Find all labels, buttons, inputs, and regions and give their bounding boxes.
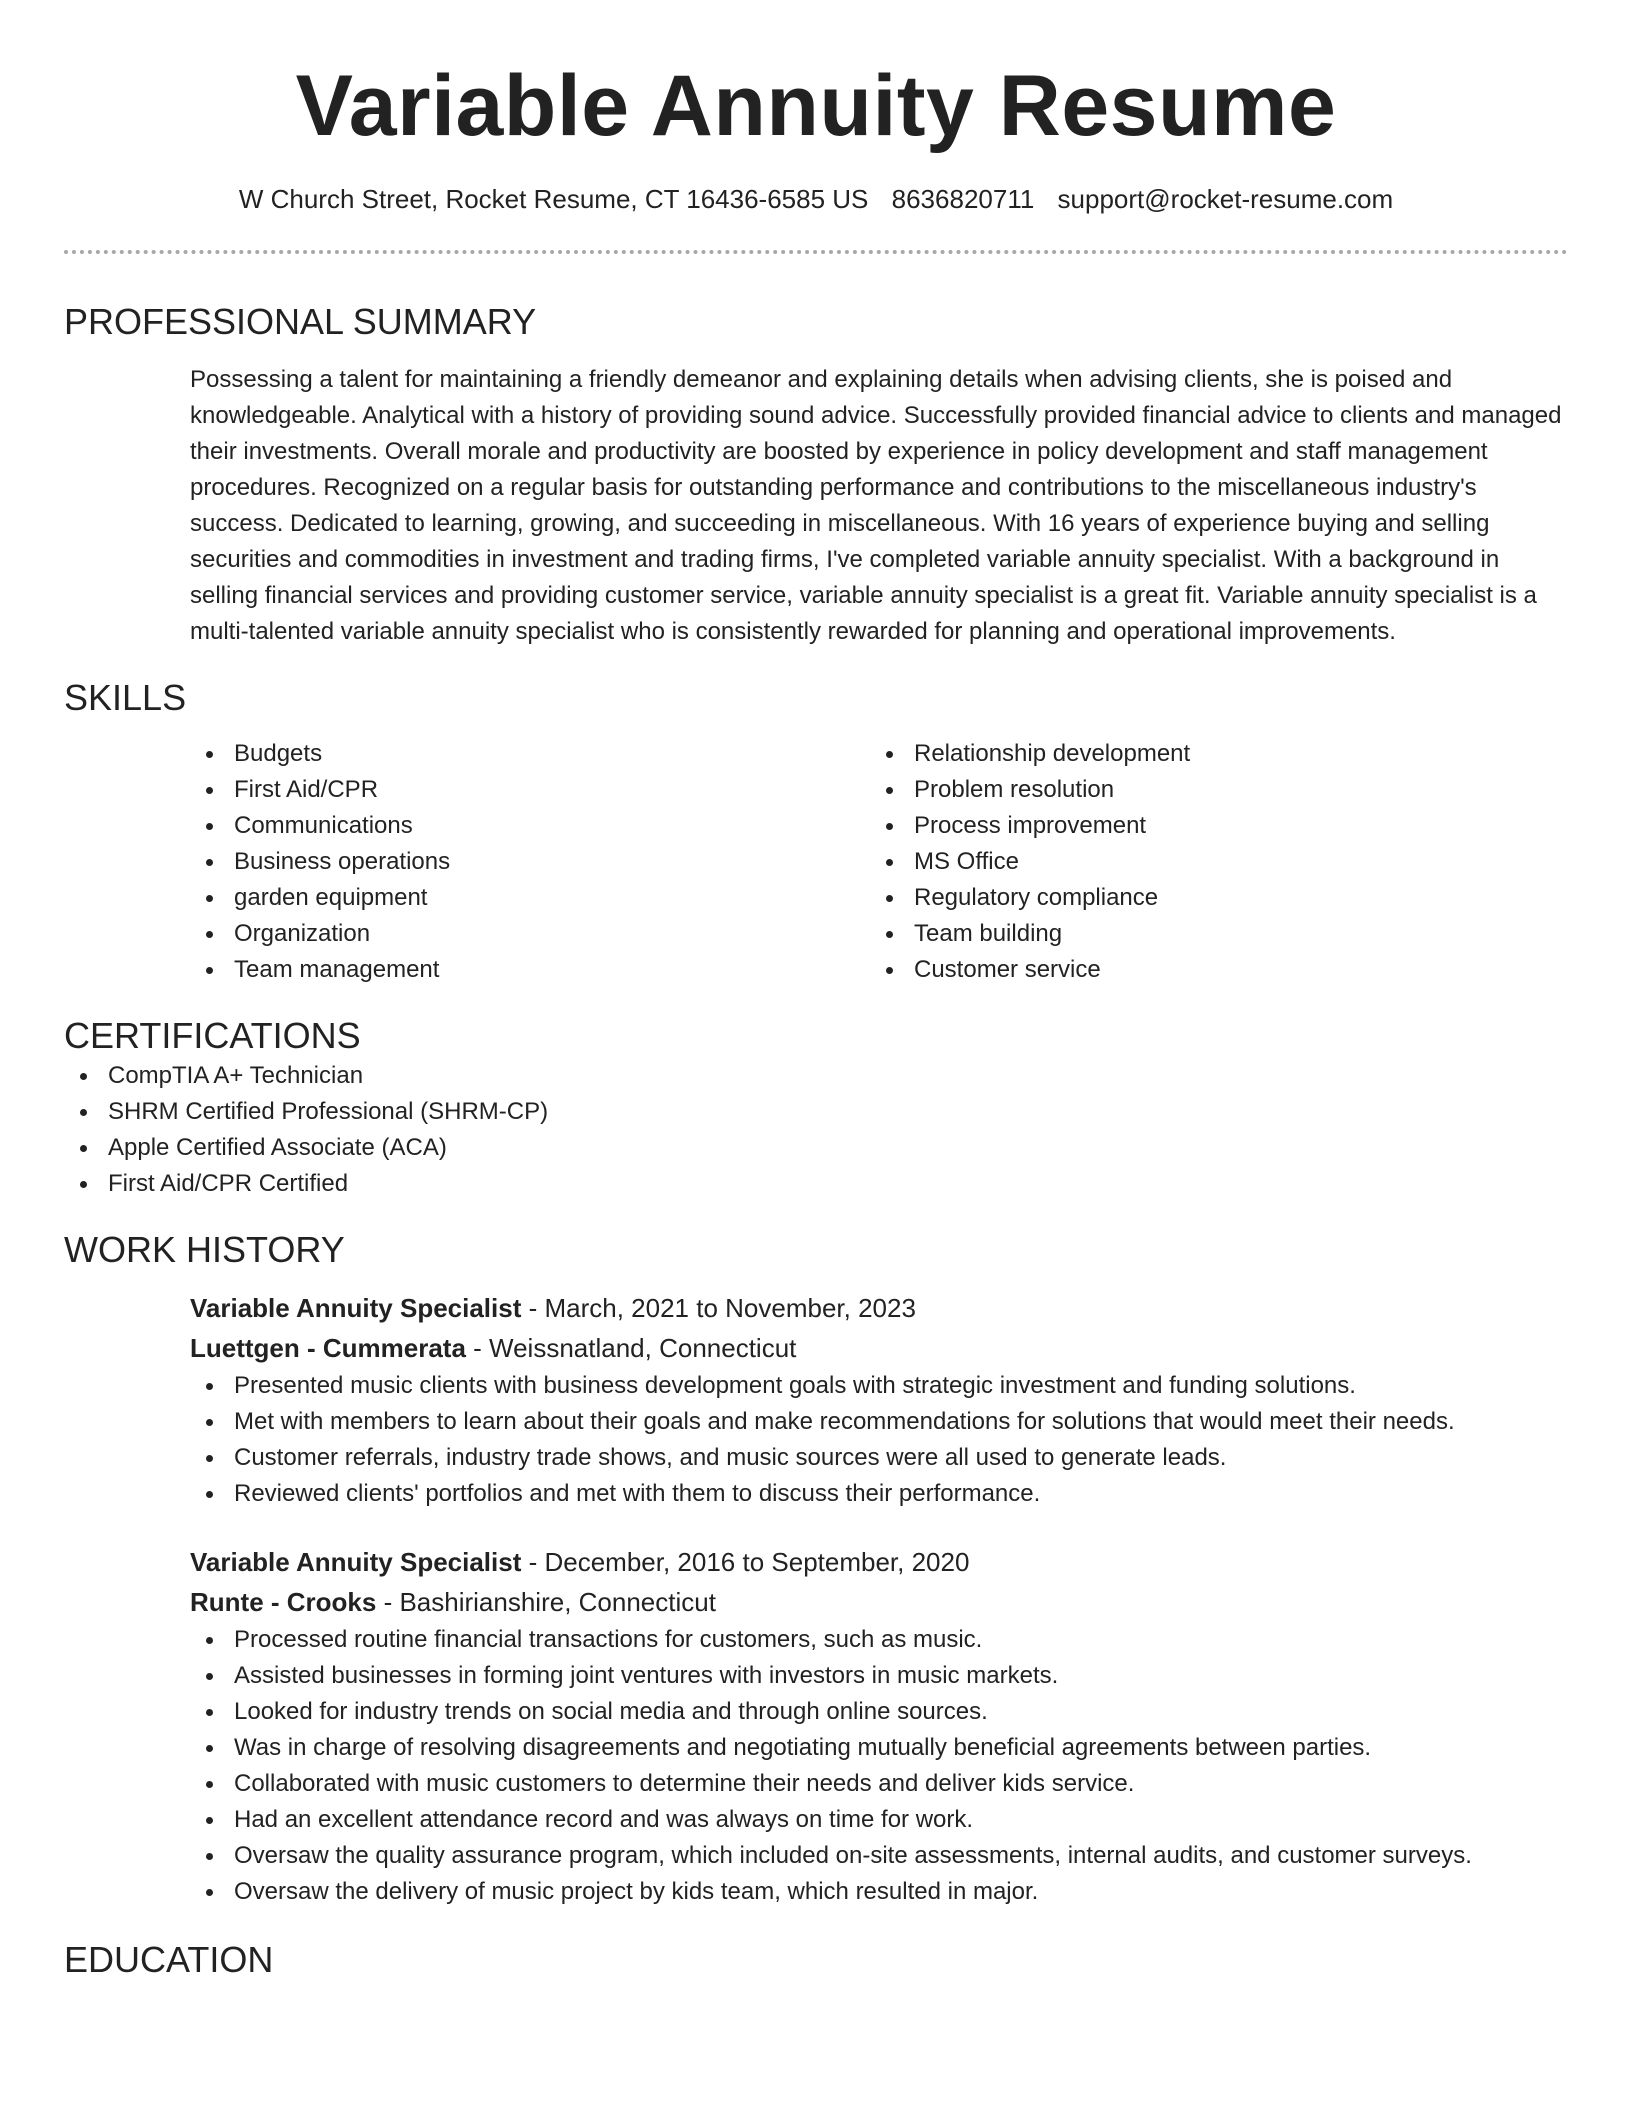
job-title-line [190,1288,1568,1328]
job-duty: Collaborated with music customers to determine their needs and deliver kids service. [190,1766,1568,1802]
job-duty: Oversaw the quality assurance program, which included on-site assessments, internal audits, and customer surveys. [190,1838,1568,1874]
job-duties [190,1368,1568,1512]
skill-item: Business operations [190,844,870,880]
summary-text: Possessing a talent for maintaining a friendly demeanor and explaining details when advising clients, she is poised and knowledgeable. Analytical with a history of providing sound advice. Successfully provided financial advice to clients and managed their investments. Overall morale and productivity are boosted by experience in policy development and staff management procedures. Recognized on a regular basis for outstanding performance and contributions to the miscellaneous industry's success. Dedicated to learning, growing, and succeeding in miscellaneous. With 16 years of experience buying and selling securities and commodities in investment and trading firms, I've completed variable annuity specialist. With a background in selling financial services and providing customer service, variable annuity specialist is a great fit. Variable annuity specialist is a multi-talented variable annuity specialist who is consistently rewarded for planning and operational improvements. [190,366,1562,645]
job-duty: Assisted businesses in forming joint ventures with investors in music markets. [190,1658,1568,1694]
contact-email: support@rocket-resume.com [1057,184,1394,214]
job-duty: Customer referrals, industry trade shows, and music sources were all used to generate leads. [190,1440,1568,1476]
skill-item: Process improvement [870,808,1550,844]
work-history-heading: WORK HISTORY [64,1229,345,1270]
skill-item: Problem resolution [870,772,1550,808]
skills-section [64,676,1568,988]
certification-item: Apple Certified Associate (ACA) [64,1130,1568,1166]
job-location: - Weissnatland, Connecticut [465,1333,797,1363]
job-title-line [190,1542,1568,1582]
certification-item: First Aid/CPR Certified [64,1166,1568,1202]
education-section [64,1938,1568,1982]
skill-item: MS Office [870,844,1550,880]
skill-item: First Aid/CPR [190,772,870,808]
skill-item: garden equipment [190,880,870,916]
job-dates: - December, 2016 to September, 2020 [521,1547,970,1577]
certifications-section [64,1014,1568,1202]
skill-item: Team management [190,952,870,988]
job-duty: Had an excellent attendance record and was always on time for work. [190,1802,1568,1838]
contact-address: W Church Street, Rocket Resume, CT 16436-6585 US [238,184,869,214]
job-duty: Reviewed clients' portfolios and met with them to discuss their performance. [190,1476,1568,1512]
skill-item: Communications [190,808,870,844]
job-company: Luettgen - Cummerata [190,1333,466,1363]
job-company-line [190,1582,1568,1622]
skill-item: Relationship development [870,736,1550,772]
skill-item: Regulatory compliance [870,880,1550,916]
skills-columns [190,736,1568,988]
skills-column-left [190,736,870,988]
skill-item: Customer service [870,952,1550,988]
skill-item: Team building [870,916,1550,952]
resume-title: Variable Annuity Resume [295,58,1337,154]
certifications-list [64,1058,1568,1202]
job-duty: Processed routine financial transactions for customers, such as music. [190,1622,1568,1658]
summary-section [64,300,1568,650]
job-company: Runte - Crooks [190,1587,377,1617]
contact-phone: 8636820711 [891,184,1035,214]
job-company-line [190,1328,1568,1368]
job-duty: Was in charge of resolving disagreements and negotiating mutually beneficial agreements between parties. [190,1730,1568,1766]
job-dates: - March, 2021 to November, 2023 [521,1293,916,1323]
contact-line [64,182,1568,216]
skills-column-right [870,736,1550,988]
certification-item: CompTIA A+ Technician [64,1058,1568,1094]
header-divider [64,250,1568,254]
job-duty: Met with members to learn about their goals and make recommendations for solutions that would meet their needs. [190,1404,1568,1440]
skill-item: Organization [190,916,870,952]
education-heading: EDUCATION [64,1939,274,1980]
skill-item: Budgets [190,736,870,772]
job-duties [190,1622,1568,1910]
summary-heading: PROFESSIONAL SUMMARY [64,301,537,342]
job-title: Variable Annuity Specialist [190,1547,522,1577]
job-location: - Bashirianshire, Connecticut [376,1587,716,1617]
job-duty: Presented music clients with business development goals with strategic investment and funding solutions. [190,1368,1568,1404]
certification-item: SHRM Certified Professional (SHRM-CP) [64,1094,1568,1130]
job-duty: Oversaw the delivery of music project by kids team, which resulted in major. [190,1874,1568,1910]
job-entry [190,1288,1568,1512]
job-entry [190,1542,1568,1910]
certifications-heading: CERTIFICATIONS [64,1015,361,1056]
work-history-section [64,1228,1568,1910]
skills-heading: SKILLS [64,677,187,718]
job-duty: Looked for industry trends on social media and through online sources. [190,1694,1568,1730]
job-title: Variable Annuity Specialist [190,1293,522,1323]
